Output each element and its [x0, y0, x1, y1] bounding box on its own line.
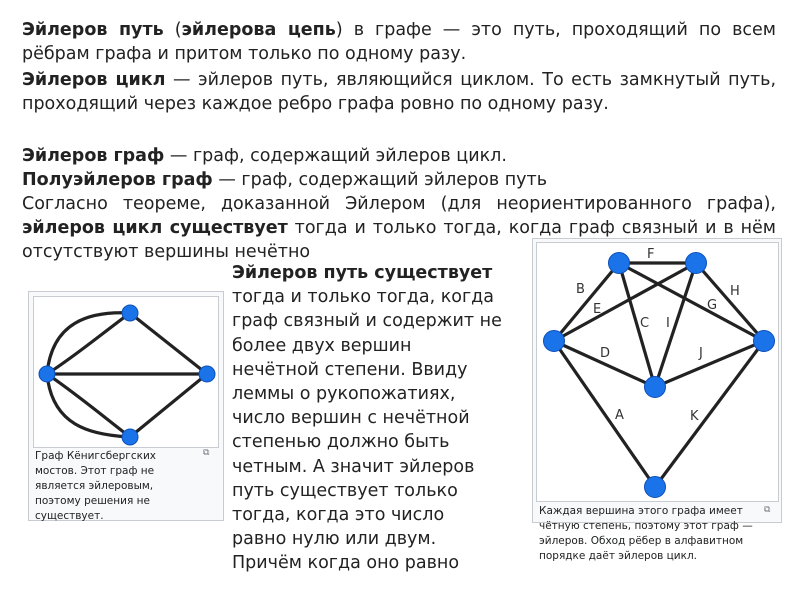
- edge-label-f: F: [647, 247, 655, 262]
- edge-c: [619, 263, 655, 387]
- euler-path-condition: Эйлеров путь существует тогда и только тогда, когда граф связный и содержит не более двух вершин нечётной степени. Ввиду леммы о рукопожатиях, число вершин с нечётной степенью должно быть четным. А значит эйлеров путь существует только тогда, когда это число равно нулю или двум. Причём когда оно равно: [232, 263, 502, 574]
- term-semi-euler-graph: Полуэйлеров граф: [22, 170, 213, 190]
- graph-node: [122, 429, 138, 445]
- edge: [130, 374, 207, 437]
- figure-euler-graph: [532, 238, 782, 562]
- graph-node: [645, 477, 666, 498]
- edge: [130, 313, 207, 374]
- graph-node: [645, 377, 666, 398]
- definition-euler-cycle: Эйлеров цикл — эйлеров путь, являющийся циклом. То есть замкнутый путь, проходящий через каждое ребро графа ровно по одному разу.: [22, 70, 777, 114]
- edge: [47, 313, 130, 374]
- figure-konigsberg: [28, 291, 224, 521]
- edge-label-a: A: [615, 408, 624, 423]
- graph-node: [686, 253, 707, 274]
- edge-b: [554, 263, 619, 341]
- edge-label-i: I: [666, 316, 670, 331]
- definition-semi-euler-graph: Полуэйлеров граф — граф, содержащий эйлеров путь: [22, 170, 548, 190]
- edge-label-h: H: [730, 284, 740, 299]
- definition-euler-path: Эйлеров путь (эйлерова цепь) в графе — это путь, проходящий по всем рёбрам графа и притом только по одному разу.: [22, 20, 776, 64]
- graph-node: [122, 305, 138, 321]
- enlarge-icon[interactable]: ⧉: [764, 505, 771, 515]
- konigsberg-graph: [34, 297, 218, 447]
- graph-node: [544, 331, 565, 352]
- figure-konigsberg-image-frame: [33, 296, 219, 448]
- term-euler-graph: Эйлеров граф: [22, 146, 165, 166]
- edge-label-g: G: [707, 298, 718, 313]
- euler-graph: [533, 239, 781, 502]
- graph-node: [754, 331, 775, 352]
- edge-label-d: D: [600, 346, 611, 361]
- enlarge-icon[interactable]: ⧉: [203, 448, 210, 458]
- edge: [47, 374, 130, 437]
- graph-node: [609, 253, 630, 274]
- edge-label-e: E: [593, 302, 602, 317]
- graph-node: [39, 366, 55, 382]
- term-cycle-exists: эйлеров цикл существует: [22, 218, 288, 238]
- edge-label-b: B: [576, 282, 585, 297]
- edge-label-k: K: [690, 409, 699, 424]
- definition-euler-graph: Эйлеров граф — граф, содержащий эйлеров цикл.: [22, 146, 507, 166]
- edge-label-c: C: [640, 316, 650, 331]
- theorem-paragraph: Согласно теореме, доказанной Эйлером (для неориентированного графа), эйлеров цикл существует тогда и только тогда, когда граф связный и в нём отсутствуют вершины нечётно: [22, 194, 776, 262]
- edge-label-j: J: [699, 346, 703, 361]
- term-euler-path: Эйлеров путь: [22, 20, 164, 40]
- figure-konigsberg-caption: Граф Кёнигсбергских мостов. Этот граф не является эйлеровым, поэтому решения не существует.: [35, 450, 156, 522]
- graph-node: [199, 366, 215, 382]
- term-euler-cycle: Эйлеров цикл: [22, 70, 166, 90]
- figure-euler-graph-caption: Каждая вершина этого графа имеет чётную степень, поэтому этот граф — эйлеров. Обход рёбер в алфавитном порядке даёт эйлеров цикл.: [539, 505, 753, 562]
- term-euler-chain: эйлерова цепь: [181, 20, 336, 40]
- term-path-exists: Эйлеров путь существует: [232, 263, 493, 283]
